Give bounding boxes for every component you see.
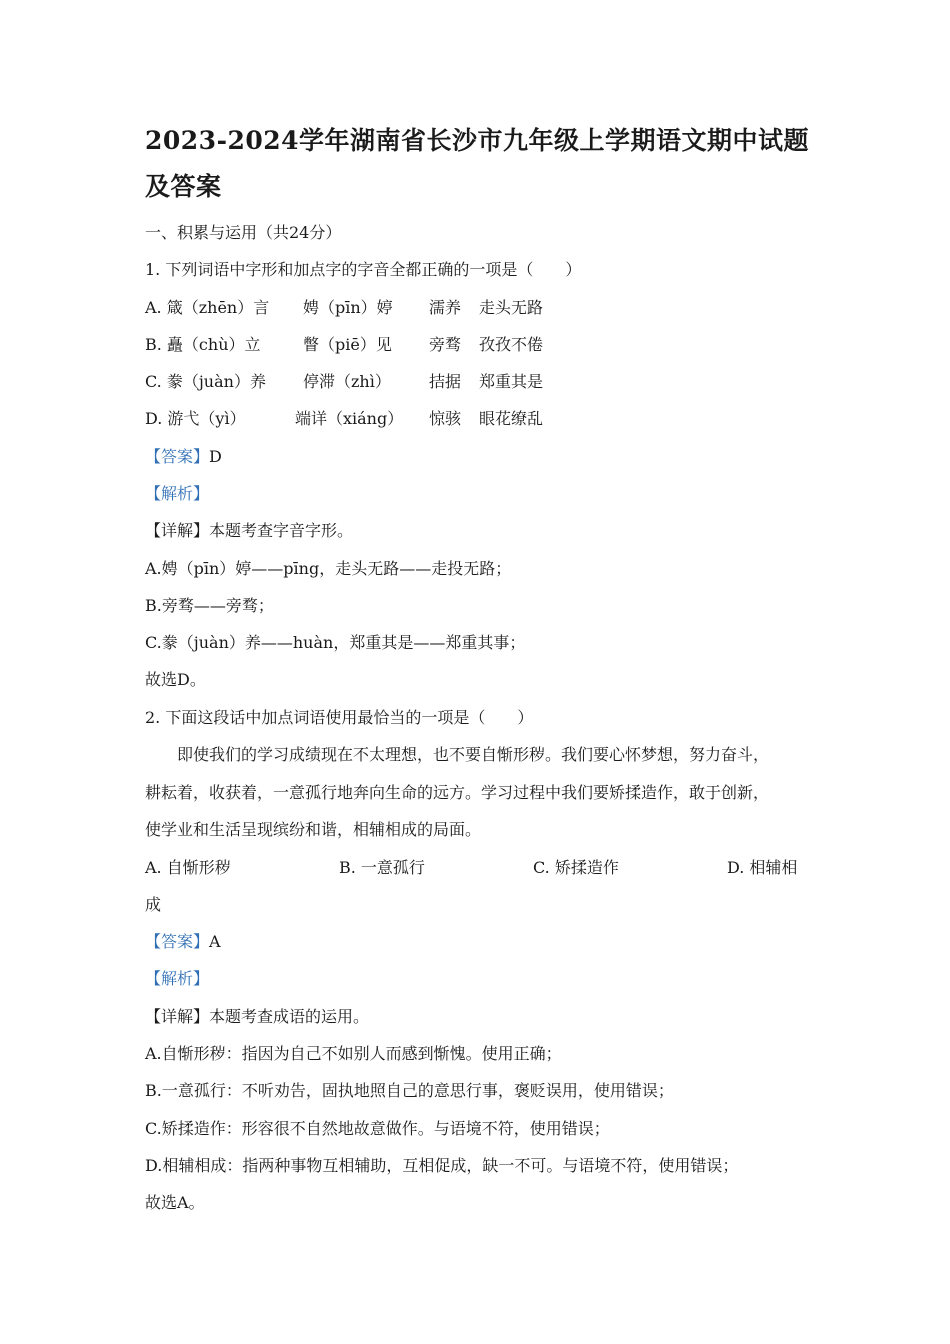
q2-explanation-line: D.相辅相成：指两种事物互相辅助，互相促成，缺一不可。与语境不符，使用错误；: [145, 1156, 739, 1175]
q2-answer-tag: 【答案】: [145, 932, 210, 951]
q1-answer-value: D: [209, 447, 222, 466]
section-heading: 一、积累与运用（共24分）: [145, 223, 342, 242]
q1-option-d-word1: D. 游弋（yì）: [145, 409, 246, 428]
q1-option-a: [145, 298, 543, 318]
q2-explanation-line: A.自惭形秽：指因为自己不如别人而感到惭愧。使用正确；: [145, 1044, 562, 1063]
q2-analysis-tag: 【解析】: [145, 969, 210, 988]
q2-options: [145, 858, 797, 878]
q1-option-d-word4: 眼花缭乱: [479, 409, 544, 428]
q1-explanation-line: B.旁骛——旁骛；: [145, 596, 274, 615]
q2-explanation-line: C.矫揉造作：形容很不自然地故意做作。与语境不符，使用错误；: [145, 1119, 610, 1138]
q1-option-b-word4: 孜孜不倦: [479, 335, 544, 354]
q1-answer-tag: 【答案】: [145, 447, 210, 466]
q2-explanation-line: B.一意孤行：不听劝告，固执地照自己的意思行事，褒贬误用，使用错误；: [145, 1081, 674, 1100]
q1-option-a-word1: A. 箴（zhēn）言: [145, 298, 270, 317]
q2-stem: 2. 下面这段话中加点词语使用最恰当的一项是（ ）: [145, 708, 534, 727]
q2-detail-text: 本题考查成语的运用。: [209, 1007, 370, 1026]
q1-explanation-line: C.豢（juàn）养——huàn，郑重其是——郑重其事；: [145, 633, 526, 652]
q2-paragraph-line: 耕耘着，收获着，一意孤行地奔向生命的远方。学习过程中我们要矫揉造作，敢于创新，: [145, 783, 770, 802]
q1-option-a-word2: 娉（pīn）婷: [303, 298, 393, 317]
q1-detail: [145, 521, 353, 541]
q2-option-d-wrap: 成: [145, 895, 162, 914]
q1-stem: 1. 下列词语中字形和加点字的字音全都正确的一项是（ ）: [145, 260, 582, 279]
q1-detail-tag: 【详解】: [145, 521, 210, 540]
q1-option-c-word3: 拮据: [429, 372, 462, 391]
q1-detail-text: 本题考查字音字形。: [209, 521, 354, 540]
q2-answer: [145, 932, 221, 952]
q1-answer: [145, 447, 222, 467]
q2-detail: [145, 1007, 369, 1027]
q2-paragraph-line: 使学业和生活呈现缤纷和谐，相辅相成的局面。: [145, 820, 482, 839]
q1-option-c-word1: C. 豢（juàn）养: [145, 372, 266, 391]
q1-option-c-word2: 停滞（zhì）: [303, 372, 391, 391]
q2-conclusion: 故选A。: [145, 1193, 205, 1212]
q1-option-d-word3: 惊骇: [429, 409, 462, 428]
q1-explanation-line: A.娉（pīn）婷——pīng，走头无路——走投无路；: [145, 559, 512, 578]
q2-option-c: C. 矫揉造作: [533, 858, 619, 877]
q1-option-b: [145, 335, 543, 355]
q1-option-d-word2: 端详（xiáng）: [295, 409, 404, 428]
q1-option-c-word4: 郑重其是: [479, 372, 544, 391]
q1-option-a-word3: 濡养: [429, 298, 462, 317]
q1-option-b-word3: 旁骛: [429, 335, 462, 354]
q2-option-d: D. 相辅相: [727, 858, 798, 877]
q2-option-a: A. 自惭形秽: [145, 858, 231, 877]
q1-option-c: [145, 372, 543, 392]
q2-detail-tag: 【详解】: [145, 1007, 210, 1026]
q2-paragraph-line: 即使我们的学习成绩现在不太理想，也不要自惭形秽。我们要心怀梦想，努力奋斗，: [177, 745, 770, 764]
q1-option-b-word1: B. 矗（chù）立: [145, 335, 261, 354]
q1-conclusion: 故选D。: [145, 670, 206, 689]
document-title: 2023-2024学年湖南省长沙市九年级上学期语文期中试题及答案: [145, 126, 810, 201]
q1-option-d: [145, 409, 543, 429]
q1-option-a-word4: 走头无路: [479, 298, 544, 317]
q1-analysis-tag: 【解析】: [145, 484, 210, 503]
q2-answer-value: A: [209, 932, 221, 951]
q2-option-b: B. 一意孤行: [339, 858, 425, 877]
q1-option-b-word2: 瞥（piē）见: [303, 335, 392, 354]
